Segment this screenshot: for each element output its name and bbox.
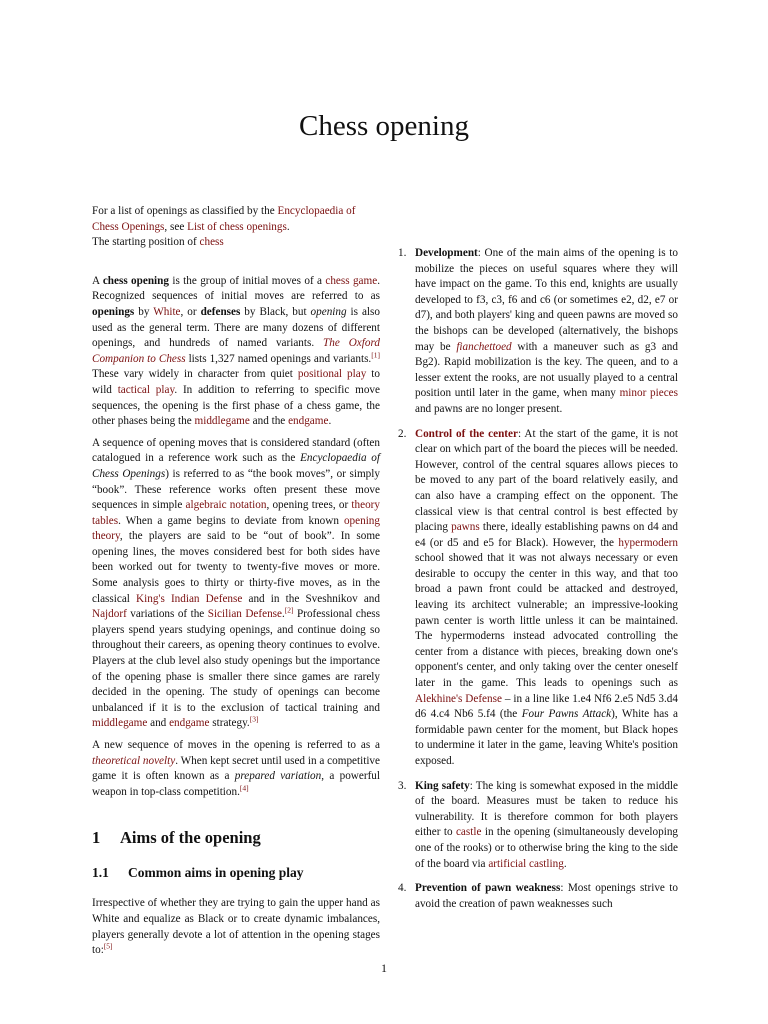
subsection-heading-1-1 xyxy=(92,864,380,882)
text: there, ideally establishing pawns on d4 and e4 (or d5 and e5 for Black). However, the xyxy=(415,521,678,549)
text: is also used as the general term. There are many dozens of different openings, and hundreds of named variants. xyxy=(92,305,380,350)
text: . When kept secret until used in a competitive game it is often known as a xyxy=(92,754,380,783)
link-middlegame[interactable]: middlegame xyxy=(194,415,250,428)
citation-5[interactable]: [5] xyxy=(103,941,113,951)
text: school showed that it was not always necessary or even desirable to occupy the center in this way, and that too broad a pawn front could be attacked and destroyed, leaving its architect vulnerable; an impressive-looking pawn center is worth little unless it can be maintained. The hypermoderns instead advocated controlling the center from a distance with pieces, breaking down one's opponent's center, and only taking over the center oneself later in the game. This leads to openings such as xyxy=(415,552,678,690)
section-number: 1 xyxy=(92,828,101,848)
text: and pawns are no longer present. xyxy=(415,402,563,415)
link-pawns[interactable]: pawns xyxy=(451,521,480,534)
text: and in the Sveshnikov and xyxy=(242,592,380,605)
text: , or xyxy=(180,305,201,318)
text: strategy. xyxy=(209,717,250,730)
subsection-title: Common aims in opening play xyxy=(128,865,304,881)
section-heading-1 xyxy=(92,828,380,848)
link-theory-tables[interactable]: theory tables xyxy=(92,499,380,527)
text: variations of the xyxy=(126,608,208,621)
section-title: Aims of the opening xyxy=(120,828,261,848)
hatnote-text: . xyxy=(286,220,290,233)
text: by Black, but xyxy=(240,305,311,318)
text: , opening trees, or xyxy=(266,499,352,512)
hatnote xyxy=(92,204,380,235)
text: A new sequence of moves in the opening is referred to as a xyxy=(92,739,380,751)
list-item-king-safety xyxy=(390,779,678,873)
citation-2[interactable]: [2] xyxy=(284,605,294,615)
link-fianchettoed[interactable]: fianchettoed xyxy=(456,340,512,353)
link-middlegame[interactable]: middlegame xyxy=(92,717,148,730)
link-positional-play[interactable]: positional play xyxy=(297,368,367,381)
text: with a maneuver such as g3 and Bg2). Rapid mobilization is the key. The queen, and to a lesser extent the rooks, are not usually played to a central position until later in the game, when many xyxy=(415,340,678,400)
page-title: Chess opening xyxy=(299,110,469,142)
link-sicilian-defense[interactable]: Sicilian Defense xyxy=(207,608,282,621)
text: lists 1,327 named openings and variants. xyxy=(185,352,372,365)
subsection-number: 1.1 xyxy=(92,865,109,881)
text: and xyxy=(147,717,170,730)
text: ) is referred to as “the book moves”, or simply “book”. These reference works often present these move sequences in simple xyxy=(92,467,380,512)
list-number: 2. xyxy=(398,427,407,440)
text: : At the start of the game, it is not clear on which part of the board the pieces will be needed. However, control of the central squares allows pieces to be moved to any part of the board relatively easily, and can also have a cramping effect on the opponent. The classical view is that central control is best effected by placing xyxy=(415,427,678,534)
hatnote-block xyxy=(92,204,380,251)
text: , a powerful weapon in top-class competition. xyxy=(92,770,380,798)
aims-intro-paragraph xyxy=(92,896,380,958)
text: , the players are said to be “out of book”. In some opening lines, the moves considered best for both sides have been worked out for twenty to twenty-five moves or more. Some analysis goes to thirty or thirty-five moves, as in the classical xyxy=(92,530,380,605)
list-number: 4. xyxy=(398,882,407,895)
text: . When a game begins to deviate from known xyxy=(118,514,344,527)
term-four-pawns-attack: Four Pawns Attack xyxy=(521,708,612,721)
left-column xyxy=(92,204,380,959)
link-artificial-castling[interactable]: artificial castling xyxy=(488,857,564,870)
term-prepared-variation: prepared variation xyxy=(234,770,322,783)
hatnote-text: , see xyxy=(164,220,188,233)
link-oxford-companion[interactable]: The Oxford Companion to Chess xyxy=(92,337,380,365)
page-number: 1 xyxy=(381,961,387,975)
term-pawn-weakness: Prevention of pawn weakness xyxy=(415,882,561,895)
link-tactical-play[interactable]: tactical play xyxy=(117,383,175,396)
text: in the opening (simultaneously developing one of the rooks) or to otherwise bring the king to the side of the board via xyxy=(415,826,679,870)
text: to wild xyxy=(92,368,381,396)
link-endgame[interactable]: endgame xyxy=(169,717,210,730)
link-endgame[interactable]: endgame xyxy=(288,415,329,428)
text: – in a line like 1.e4 Nf6 2.e5 Nd5 3.d4 d6 4.c4 Nb6 5.f4 (the xyxy=(415,692,678,721)
link-theoretical-novelty[interactable]: theoretical novelty xyxy=(92,754,176,767)
link-control-of-center[interactable]: Control of the center xyxy=(415,427,518,440)
link-opening-theory[interactable]: opening theory xyxy=(92,514,380,543)
text: and the xyxy=(249,415,289,428)
hatnote-text: For a list of openings as classified by the xyxy=(92,205,278,217)
text: : The king is somewhat exposed in the middle of the board. Measures must be taken to reduce his vulnerability. It is therefore common for both players either to xyxy=(415,779,678,839)
citation-3[interactable]: [3] xyxy=(249,714,259,724)
link-kings-indian-defense[interactable]: King's Indian Defense xyxy=(136,592,243,605)
link-encyclopaedia[interactable]: Encyclopaedia of Chess Openings xyxy=(92,205,356,233)
caption-text: The starting position of xyxy=(92,236,200,249)
aims-list xyxy=(390,246,678,912)
text: . xyxy=(563,857,567,870)
list-number: 3. xyxy=(398,779,407,792)
list-number: 1. xyxy=(398,247,407,259)
text: Irrespective of whether they are trying to gain the upper hand as White and equalize as Black or to create dynamic imbalances, players generally devote a lot of attention in the opening stages to: xyxy=(92,897,380,957)
text: . xyxy=(282,608,285,621)
list-item-development xyxy=(390,246,678,418)
link-minor-pieces[interactable]: minor pieces xyxy=(619,387,678,400)
term-chess-opening: chess opening xyxy=(102,274,169,287)
term-openings: openings xyxy=(92,305,135,318)
text: is the group of initial moves of a xyxy=(168,274,326,287)
citation-4[interactable]: [4] xyxy=(239,783,249,793)
text: A sequence of opening moves that is considered standard (often catalogued in a reference work such as the xyxy=(92,436,380,465)
right-column-content xyxy=(390,204,678,921)
term-opening: opening xyxy=(310,305,347,318)
text: . In addition to referring to specific move sequences, the opening is the first phase of a chess game, the other phases being the xyxy=(92,383,380,428)
text: These vary widely in character from quiet xyxy=(92,368,298,381)
link-alekhines-defense[interactable]: Alekhine's Defense xyxy=(415,692,502,705)
text: . xyxy=(328,415,332,428)
link-algebraic-notation[interactable]: algebraic notation xyxy=(185,499,267,512)
term-defenses: defenses xyxy=(200,305,241,318)
intro-paragraph-2 xyxy=(92,436,380,732)
list-item-control-center xyxy=(390,427,678,770)
text: : Most openings strive to avoid the creation of pawn weaknesses such xyxy=(415,882,678,910)
link-castle[interactable]: castle xyxy=(455,826,482,839)
text: Professional chess players spend years studying openings, and continue doing so throughout their careers, as opening theory continues to evolve. Players at the club level also study openings but the importance of the opening phase is smaller there since games are rarely decided in the opening. The study of openings can become unbalanced if it is to the exclusion of tactical training and xyxy=(92,608,380,714)
link-chess[interactable]: chess xyxy=(199,236,224,249)
image-caption xyxy=(92,235,380,251)
list-item-pawn-weakness xyxy=(390,881,678,912)
term-king-safety: King safety xyxy=(415,779,470,792)
intro-paragraph-1 xyxy=(92,274,380,430)
link-chess-game[interactable]: chess game xyxy=(325,274,378,287)
intro-paragraph-3 xyxy=(92,738,380,800)
text: by xyxy=(134,305,154,318)
link-list-of-openings[interactable]: List of chess openings xyxy=(187,220,287,233)
text: . Recognized sequences of initial moves are referred to as xyxy=(92,274,380,303)
link-najdorf[interactable]: Najdorf xyxy=(92,608,127,621)
text: A xyxy=(92,274,103,287)
citation-1[interactable]: [1] xyxy=(371,350,380,360)
link-hypermodern[interactable]: hypermodern xyxy=(618,536,678,549)
term-eco: Encyclopaedia of Chess Openings xyxy=(92,452,380,480)
term-development: Development xyxy=(415,247,478,259)
text: ), White has a formidable pawn center for the moment, but Black hopes to undermine it later in the game, leaving White's position exposed. xyxy=(415,708,678,767)
link-white[interactable]: White xyxy=(153,305,181,318)
text: : One of the main aims of the opening is to mobilize the pieces on useful squares where they will have impact on the game. To this end, knights are usually developed to f3, c3, f6 and c6 (or sometimes e2, d2, e7 or d7), and both players' king and queen pawns are moved so the bishops can be developed (alternatively, the bishops may be xyxy=(415,247,678,353)
